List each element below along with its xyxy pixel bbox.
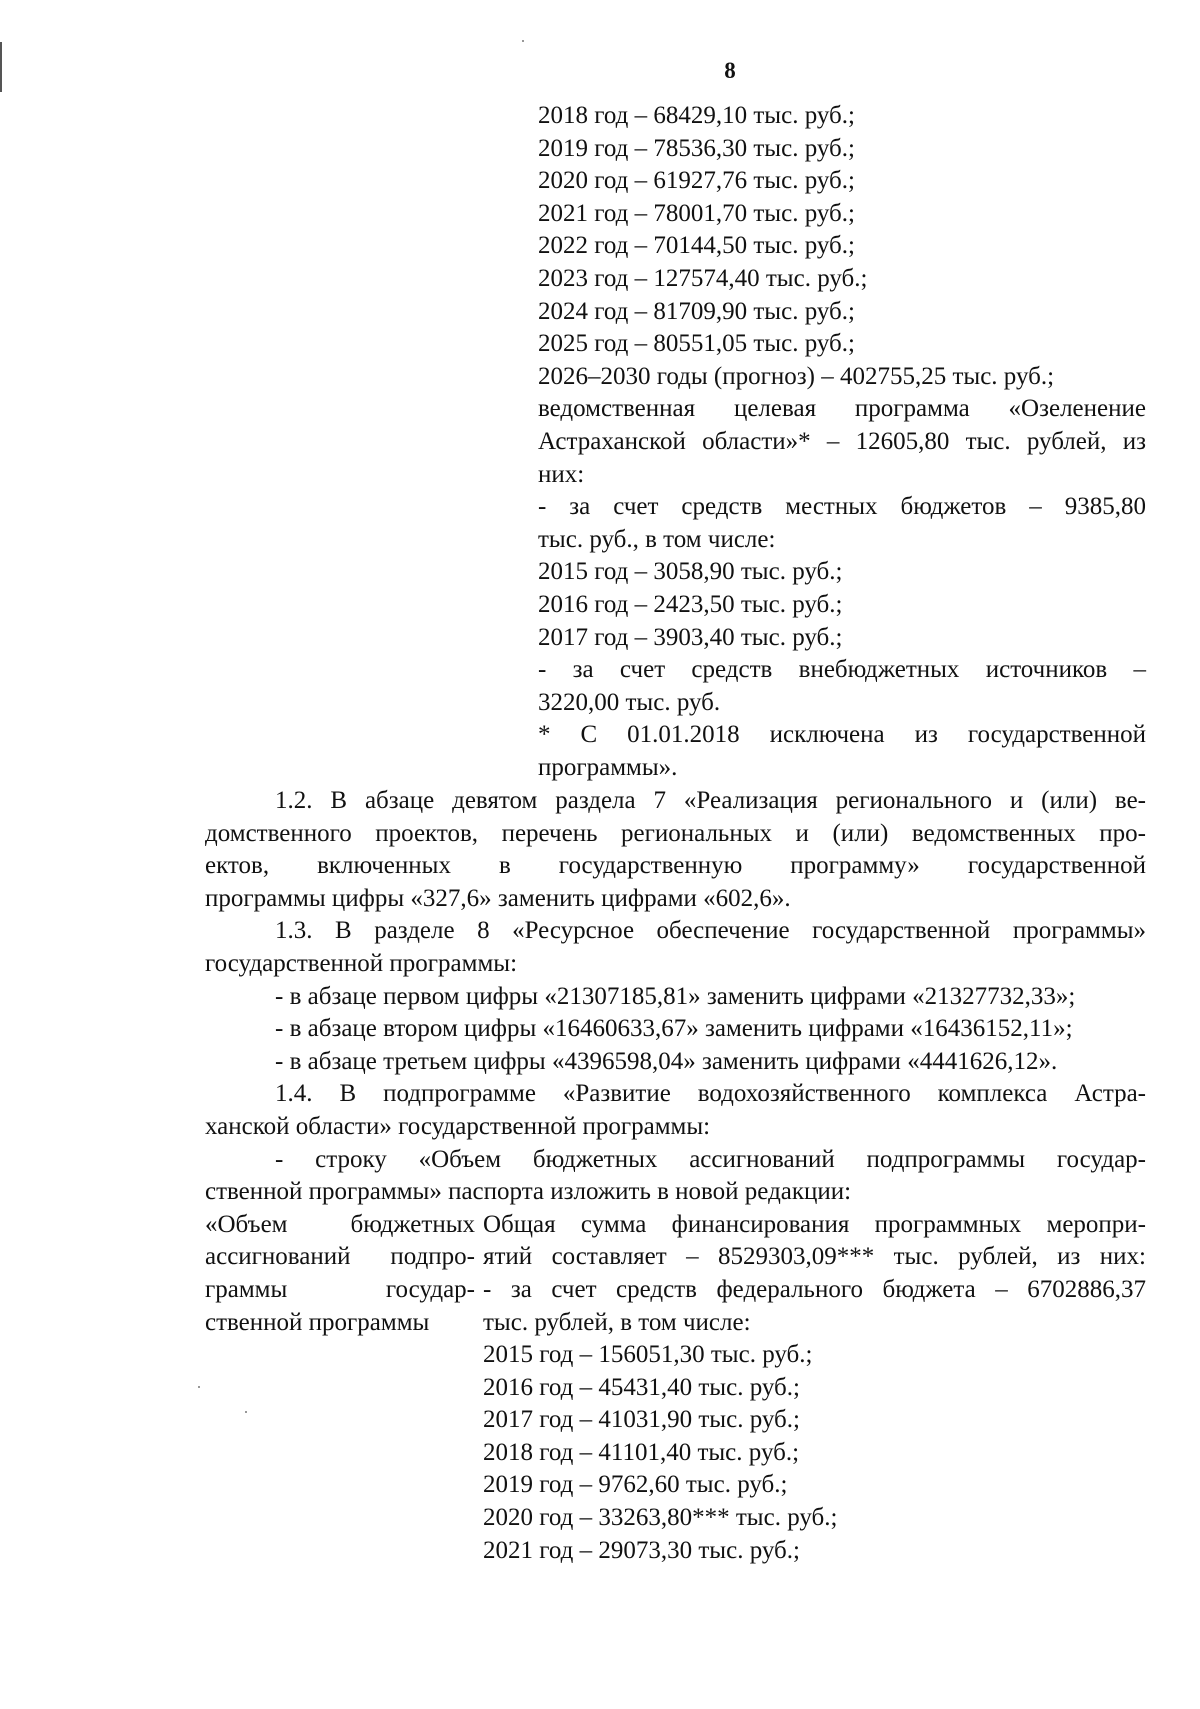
federal-year-line: 2021 год – 29073,30 тыс. руб.; — [483, 1536, 800, 1564]
scan-speck — [198, 1386, 200, 1388]
scan-edge-mark — [0, 42, 2, 92]
document-body — [205, 785, 1146, 1567]
vtp-line: ведомственная целевая программа «Озеленение — [538, 395, 1146, 423]
value-line: тыс. рублей, в том числе: — [483, 1308, 751, 1336]
paragraph-line: государственной программы: — [205, 949, 518, 977]
paragraph-line: ственной программы» паспорта изложить в новой редакции: — [205, 1178, 852, 1206]
year-line: 2023 год – 127574,40 тыс. руб.; — [538, 264, 868, 292]
scan-speck — [522, 40, 524, 42]
year-line: 2019 год – 78536,30 тыс. руб.; — [538, 134, 855, 162]
local-budget-line: тыс. руб., в том числе: — [538, 525, 776, 553]
passport-table — [205, 1209, 1146, 1568]
vtp-year-line: 2015 год – 3058,90 тыс. руб.; — [538, 558, 843, 586]
paragraph-1-2 — [205, 785, 1146, 915]
federal-year-line: 2016 год – 45431,40 тыс. руб.; — [483, 1373, 800, 1401]
year-line: 2024 год – 81709,90 тыс. руб.; — [538, 297, 855, 325]
label-line: граммы государ- — [205, 1275, 475, 1303]
value-line: - за счет средств федерального бюджета – 6702886,37 — [483, 1275, 1146, 1303]
vtp-line: них: — [538, 460, 585, 488]
paragraph-1-4 — [205, 1078, 1146, 1208]
paragraph-line: - строку «Объем бюджетных ассигнований подпрограммы государ- — [275, 1145, 1146, 1173]
paragraph-line: ектов, включенных в государственную программу» государственной — [205, 852, 1146, 880]
year-line: 2018 год – 68429,10 тыс. руб.; — [538, 102, 855, 129]
passport-row-label — [205, 1209, 483, 1568]
federal-year-line: 2017 год – 41031,90 тыс. руб.; — [483, 1406, 800, 1434]
page-number: 8 — [724, 58, 736, 83]
footnote-line: * С 01.01.2018 исключена из государственной — [538, 721, 1146, 749]
federal-year-line: 2018 год – 41101,40 тыс. руб.; — [483, 1438, 800, 1466]
vtp-line: Астраханской области»* – 12605,80 тыс. рублей, из — [538, 427, 1146, 455]
paragraph-line: 1.4. В подпрограмме «Развитие водохозяйственного комплекса Астра- — [275, 1080, 1146, 1108]
federal-year-line: 2015 год – 156051,30 тыс. руб.; — [483, 1341, 813, 1369]
paragraph-line: программы цифры «327,6» заменить цифрами «602,6». — [205, 884, 791, 912]
vtp-year-line: 2017 год – 3903,40 тыс. руб.; — [538, 623, 843, 651]
year-line: 2021 год – 78001,70 тыс. руб.; — [538, 199, 855, 227]
federal-year-line: 2019 год – 9762,60 тыс. руб.; — [483, 1471, 788, 1499]
financing-right-column — [538, 100, 1146, 784]
extra-budget-line: - за счет средств внебюджетных источников – — [538, 656, 1146, 684]
label-line: «Объем бюджетных — [205, 1210, 475, 1238]
label-line: ассигнований подпро- — [205, 1243, 475, 1271]
value-line: Общая сумма финансирования программных меропри- — [483, 1210, 1146, 1238]
passport-row-value — [483, 1209, 1146, 1568]
year-line: 2022 год – 70144,50 тыс. руб.; — [538, 232, 855, 260]
label-line: ственной программы — [205, 1308, 430, 1336]
paragraph-1-3 — [205, 915, 1146, 1078]
vtp-year-line: 2016 год – 2423,50 тыс. руб.; — [538, 590, 843, 618]
year-line: 2025 год – 80551,05 тыс. руб.; — [538, 330, 855, 358]
paragraph-line: 1.3. В разделе 8 «Ресурсное обеспечение государственной программы» — [275, 917, 1146, 945]
value-line: ятий составляет – 8529303,09*** тыс. рублей, из них: — [483, 1243, 1146, 1271]
amendment-bullet: - в абзаце первом цифры «21307185,81» заменить цифрами «21327732,33»; — [275, 982, 1076, 1010]
year-line: 2020 год – 61927,76 тыс. руб.; — [538, 167, 855, 195]
paragraph-line: домственного проектов, перечень региональных и (или) ведомственных про- — [205, 819, 1146, 847]
footnote-line: программы». — [538, 753, 678, 781]
paragraph-line: 1.2. В абзаце девятом раздела 7 «Реализация регионального и (или) ве- — [275, 787, 1146, 814]
local-budget-line: - за счет средств местных бюджетов – 9385,80 — [538, 493, 1146, 521]
extra-budget-line: 3220,00 тыс. руб. — [538, 688, 721, 716]
federal-year-line: 2020 год – 33263,80*** тыс. руб.; — [483, 1504, 838, 1532]
amendment-bullet: - в абзаце третьем цифры «4396598,04» заменить цифрами «4441626,12». — [275, 1047, 1058, 1075]
amendment-bullet: - в абзаце втором цифры «16460633,67» заменить цифрами «16436152,11»; — [275, 1015, 1073, 1043]
year-line: 2026–2030 годы (прогноз) – 402755,25 тыс. руб.; — [538, 362, 1055, 390]
paragraph-line: ханской области» государственной программы: — [205, 1112, 711, 1140]
